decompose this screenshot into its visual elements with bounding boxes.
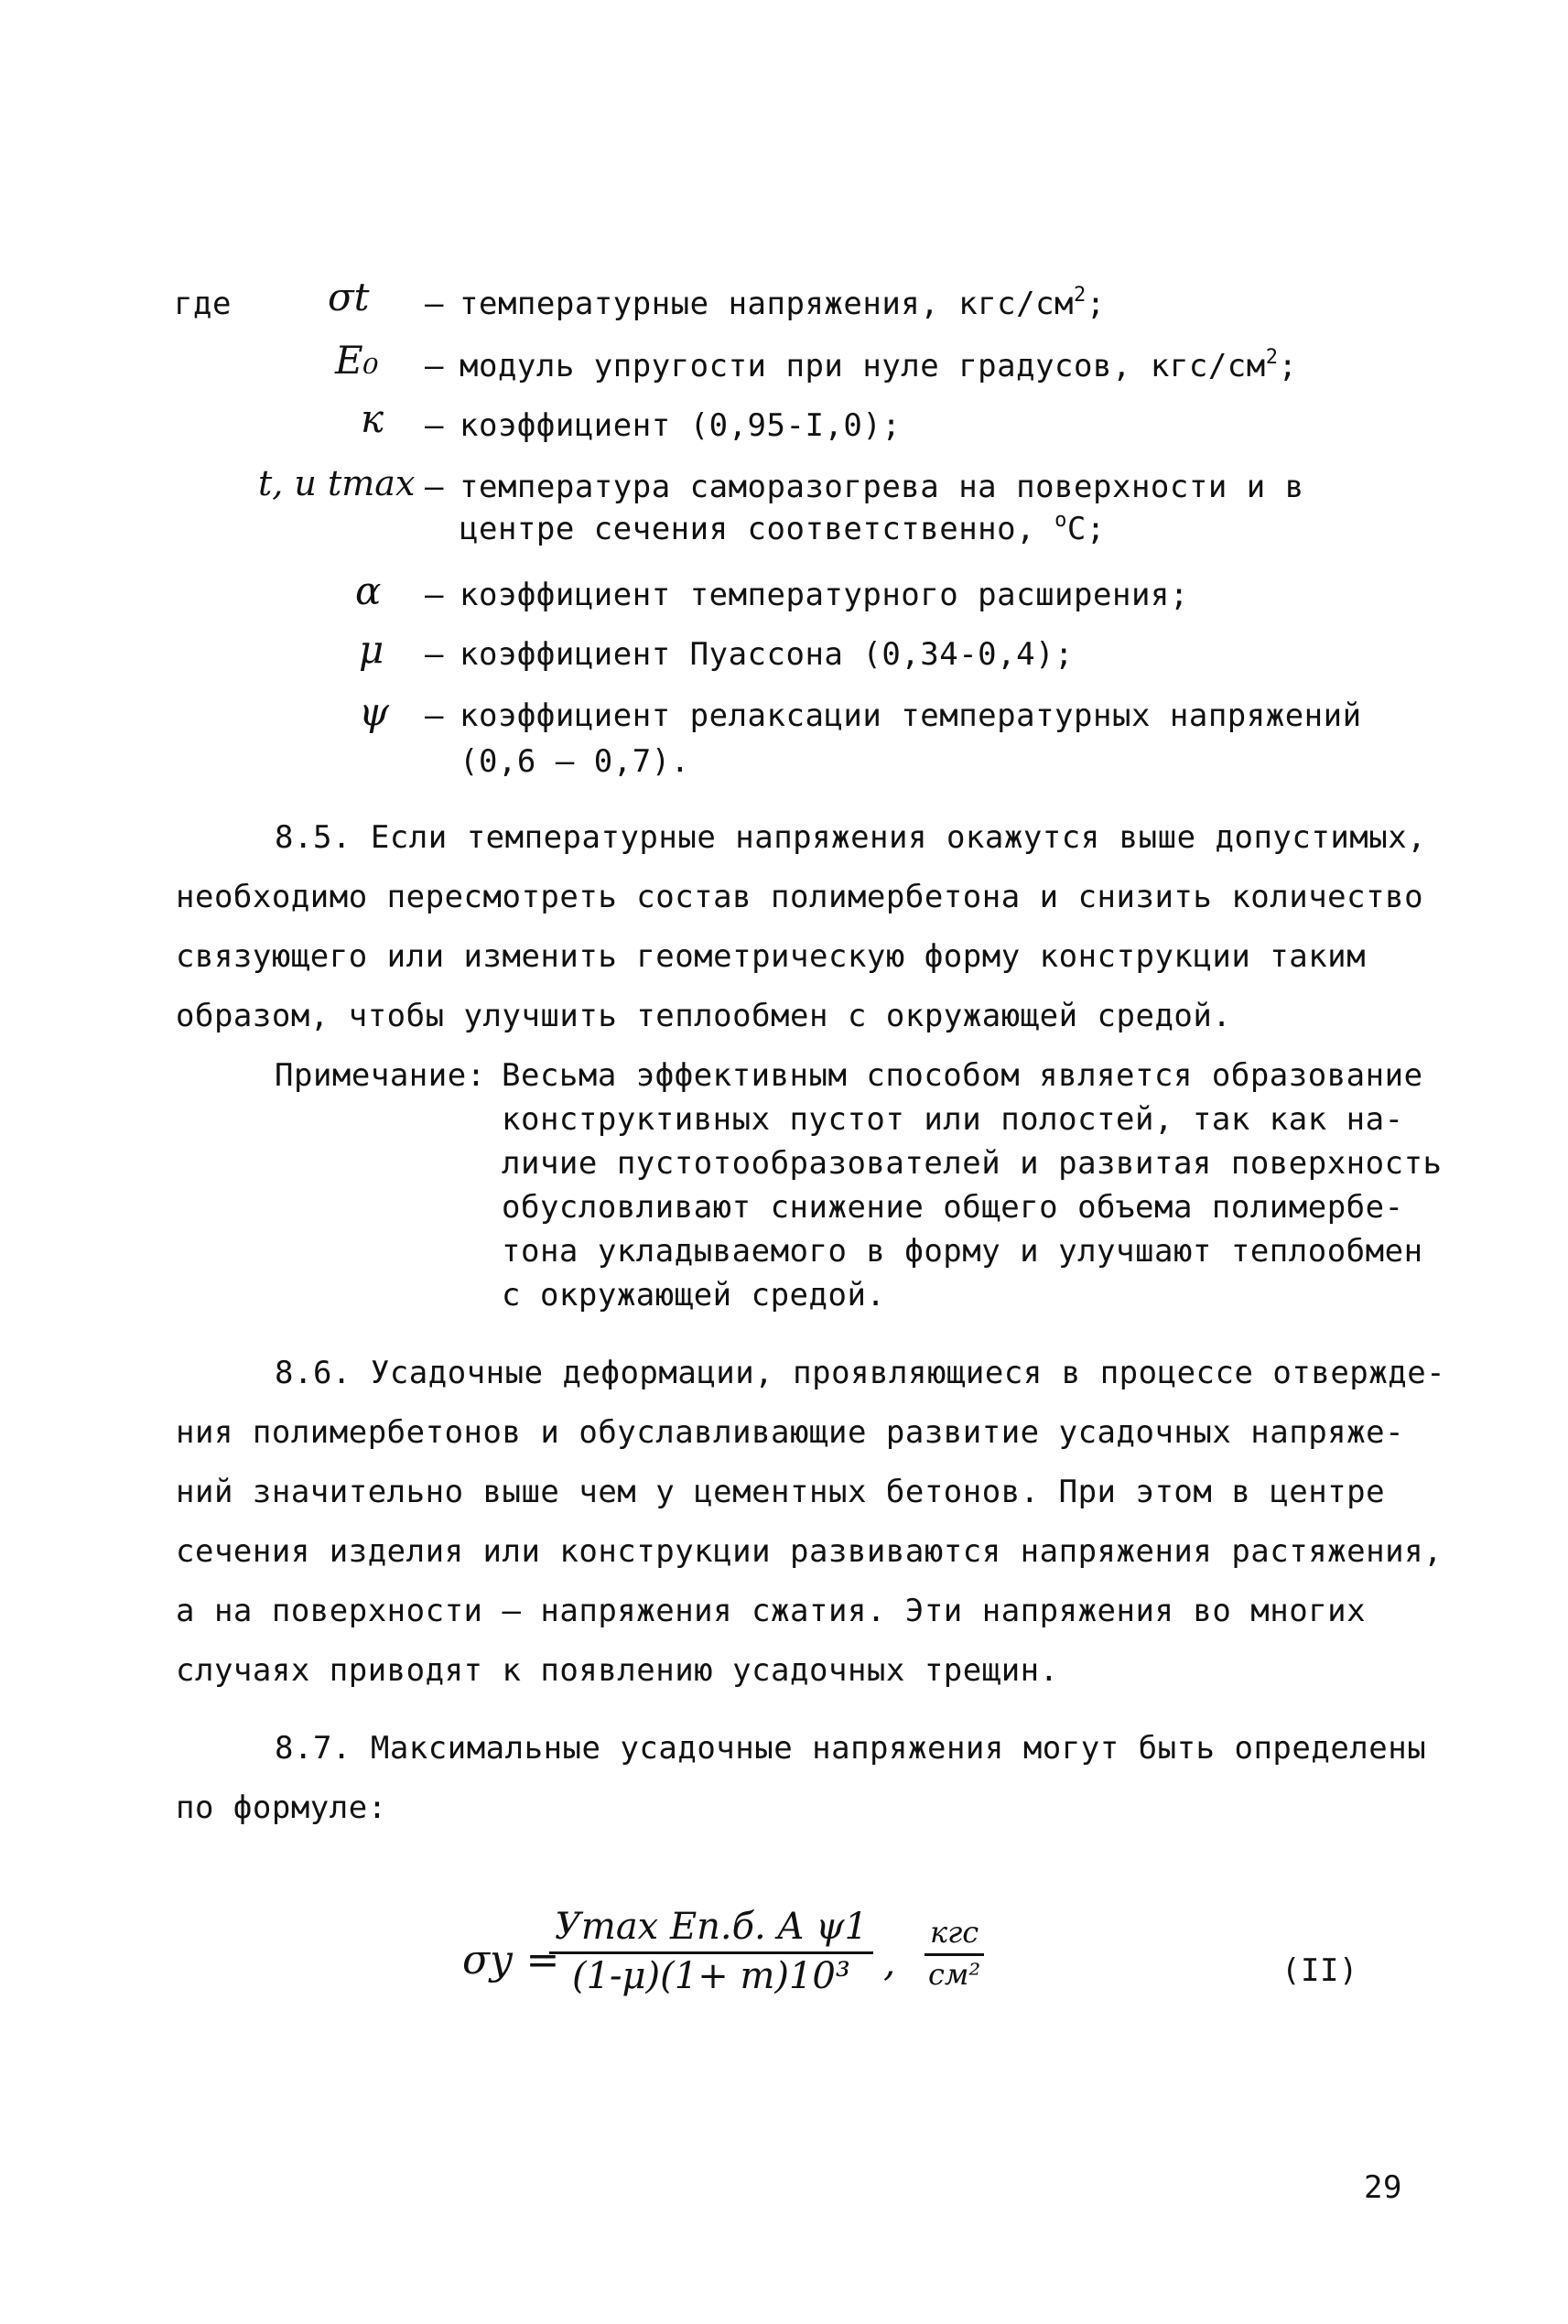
legend-text: модуль упругости при нуле градусов, кгс/см — [460, 348, 1266, 384]
legend-text: С; — [1066, 511, 1106, 547]
superscript: 2 — [1074, 284, 1087, 307]
legend-symbol-mu: μ — [359, 627, 384, 672]
note-line: личие пустотообразователей и развитая поверхность — [502, 1145, 1443, 1182]
legend-dash: – — [425, 286, 444, 322]
legend-symbol-psi: ψ — [359, 689, 389, 734]
legend-tail: ; — [1086, 286, 1106, 322]
p86-line: ния полимербетонов и обуславливающие развитие усадочных напряже- — [176, 1414, 1405, 1451]
legend-tail: ; — [1278, 348, 1298, 384]
legend-text: температурные напряжения, кгс/см — [460, 286, 1075, 322]
legend-text-mu: коэффициент Пуассона (0,34-0,4); — [460, 636, 1075, 673]
note-line: Весьма эффективным способом является образование — [502, 1057, 1423, 1094]
p86-line: 8.6. Усадочные деформации, проявляющиеся в процессе отвержде- — [275, 1355, 1446, 1391]
legend-symbol-sigma-t: σt — [328, 275, 370, 319]
page-number: 29 — [1364, 2169, 1402, 2206]
superscript: o — [1054, 509, 1067, 532]
formula-fraction — [549, 1906, 873, 1998]
legend-dash: – — [425, 636, 444, 673]
legend-dash: – — [425, 469, 444, 505]
p85-line: 8.5. Если температурные напряжения окажутся выше допустимых, — [275, 819, 1427, 856]
legend-text-psi-line2: (0,6 – 0,7). — [460, 743, 690, 780]
p86-line: случаях приводят к появлению усадочных трещин. — [176, 1652, 1059, 1689]
note-line: конструктивных пустот или полостей, так как на- — [502, 1101, 1404, 1138]
legend-dash: – — [425, 407, 444, 444]
legend-symbol-k: к — [361, 396, 384, 441]
p87-line: 8.7. Максимальные усадочные напряжения могут быть определены — [275, 1730, 1427, 1767]
p85-line: образом, чтобы улучшить теплообмен с окружающей средой. — [176, 998, 1232, 1034]
legend-symbol-e0: E₀ — [335, 338, 379, 383]
legend-text-sigma-t — [460, 286, 1106, 322]
where-label: где — [174, 286, 232, 322]
legend-text-e0 — [460, 348, 1297, 384]
formula-separator: , — [883, 1940, 896, 1984]
legend-dash: – — [425, 577, 444, 613]
note-label: Примечание: — [275, 1057, 486, 1094]
p85-line: связующего или изменить геометрическую форму конструкции таким — [176, 938, 1367, 975]
p85-line: необходимо пересмотреть состав полимербетона и снизить количество — [176, 879, 1424, 915]
superscript: 2 — [1265, 346, 1279, 369]
formula-numerator: Уmax Eп.б. A ψ1 — [549, 1906, 873, 1954]
formula-number: (II) — [1281, 1952, 1358, 1989]
legend-text-t-tmax-line2 — [460, 511, 1106, 547]
p86-line: сечения изделия или конструкции развиваются напряжения растяжения, — [176, 1533, 1444, 1570]
p86-line: ний значительно выше чем у цементных бетонов. При этом в центре — [176, 1474, 1386, 1510]
formula-lhs: σу = — [462, 1937, 560, 1984]
legend-text-alpha: коэффициент температурного расширения; — [460, 577, 1189, 613]
legend-text-psi-line1: коэффициент релаксации температурных напряжений — [460, 697, 1362, 734]
formula-unit-numerator: кгс — [925, 1915, 984, 1956]
legend-text-k: коэффициент (0,95-I,0); — [460, 407, 902, 444]
legend-symbol-t-tmax: t, и tmax — [258, 463, 416, 503]
legend-text-t-tmax-line1: температура саморазогрева на поверхности и в — [460, 469, 1304, 505]
legend-symbol-alpha: α — [355, 568, 382, 613]
legend-dash: – — [425, 697, 444, 734]
legend-dash: – — [425, 348, 444, 384]
formula-unit — [925, 1915, 984, 1993]
legend-text: центре сечения соответственно, — [460, 511, 1055, 547]
note-line: с окружающей средой. — [502, 1277, 886, 1313]
formula-unit-denominator: см² — [927, 1957, 981, 1992]
note-line: тона укладываемого в форму и улучшают теплообмен — [502, 1233, 1423, 1270]
formula-denominator: (1-μ)(1+ m)10³ — [571, 1955, 850, 1997]
p87-line: по формуле: — [176, 1789, 387, 1826]
p86-line: а на поверхности – напряжения сжатия. Эти напряжения во многих — [176, 1593, 1367, 1629]
note-line: обусловливают снижение общего объема полимербе- — [502, 1189, 1404, 1226]
